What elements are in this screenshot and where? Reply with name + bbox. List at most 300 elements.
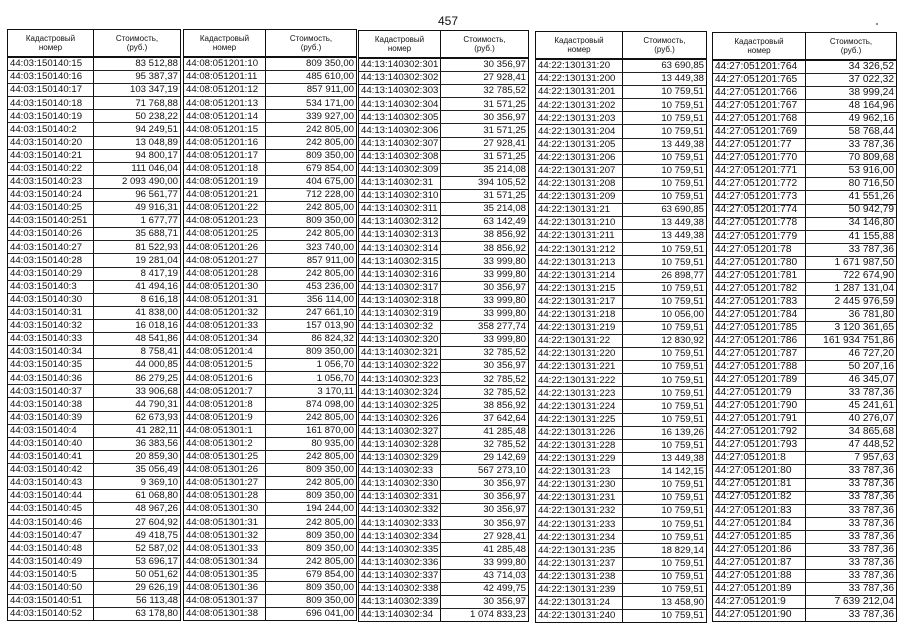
cadastral-number-cell: 44:03:150140:28 (8, 254, 94, 266)
cost-cell: 809 350,00 (305, 215, 354, 227)
cadastral-number-cell: 44:13:140302:315 (359, 255, 441, 267)
cost-cell: 30 356,97 (483, 504, 526, 516)
table-row (184, 110, 356, 123)
cost-cell: 31 571,25 (483, 124, 526, 136)
cost-cell: 10 759,51 (661, 439, 704, 451)
table-header (8, 30, 180, 58)
cadastral-number-cell: 44:03:150140:45 (8, 503, 94, 515)
table-row (359, 111, 528, 124)
table-row (536, 165, 706, 178)
table-row (713, 400, 896, 413)
cadastral-number-cell: 44:13:140302:34 (359, 609, 441, 621)
header-line: Кадастровый (554, 35, 604, 45)
cost-cell: 58 768,44 (848, 126, 894, 138)
table-row (713, 557, 896, 570)
table-row (536, 387, 706, 400)
table-row (713, 583, 896, 596)
cadastral-number-cell: 44:13:140302:332 (359, 504, 441, 516)
cadastral-number-cell: 44:03:150140:24 (8, 189, 94, 201)
cost-cell: 40 276,07 (848, 413, 894, 425)
table-row (713, 296, 896, 309)
table-row (184, 137, 356, 150)
cost-cell: 41 838,00 (135, 307, 178, 319)
cadastral-number-cell: 44:03:150140:3 (8, 281, 94, 293)
table-row (359, 570, 528, 583)
cost-cell: 242 805,00 (305, 516, 354, 528)
table-row (536, 335, 706, 348)
table-row (8, 294, 180, 307)
cadastral-number-cell: 44:13:140302:312 (359, 216, 441, 228)
cadastral-number-cell: 44:22:130131:215 (536, 283, 623, 295)
table-row (359, 360, 528, 373)
cost-cell: 16 018,16 (135, 320, 178, 332)
table-row (8, 58, 180, 71)
cost-cell: 33 906,68 (135, 385, 178, 397)
cadastral-number-cell: 44:13:140302:325 (359, 399, 441, 411)
table-row (713, 309, 896, 322)
cadastral-number-cell: 44:08:051201:21 (184, 189, 266, 201)
table-row (359, 504, 528, 517)
cadastral-number-cell: 44:27:051201:83 (713, 505, 806, 517)
table-header (359, 31, 528, 59)
cadastral-number-cell: 44:27:051201:769 (713, 126, 806, 138)
table-row (713, 191, 896, 204)
table-row (713, 596, 896, 609)
cost-cell: 809 350,00 (305, 346, 354, 358)
cadastral-number-cell: 44:13:140302:331 (359, 491, 441, 503)
cost-cell: 37 022,32 (848, 74, 894, 85)
table-row (713, 544, 896, 557)
cost-cell: 31 571,25 (483, 98, 526, 110)
cost-cell: 10 759,51 (661, 125, 704, 137)
cost-cell: 13 449,38 (661, 453, 704, 465)
table-row (536, 544, 706, 557)
cadastral-number-cell: 44:13:140302:304 (359, 98, 441, 110)
cost-cell: 10 759,51 (661, 361, 704, 373)
cadastral-number-cell: 44:27:051201:768 (713, 113, 806, 125)
table-row (184, 123, 356, 136)
table-row (536, 178, 706, 191)
cost-cell: 809 350,00 (305, 58, 354, 70)
cost-cell: 10 759,51 (661, 387, 704, 399)
table-row (8, 529, 180, 542)
cost-cell: 32 785,52 (483, 347, 526, 359)
cadastral-number-cell: 44:08:051301:38 (184, 608, 266, 620)
cost-cell: 33 787,36 (848, 465, 894, 477)
cost-cell: 50 051,62 (135, 568, 178, 580)
cadastral-number-cell: 44:08:051201:17 (184, 150, 266, 162)
cadastral-number-cell: 44:27:051201:771 (713, 165, 806, 177)
cost-cell: 38 999,24 (848, 87, 894, 99)
cadastral-number-cell: 44:27:051201:9 (713, 596, 806, 608)
header-line: (руб.) (126, 43, 148, 52)
table-row (536, 139, 706, 152)
table-row (359, 557, 528, 570)
cost-cell: 10 759,51 (661, 400, 704, 412)
cost-cell: 8 758,41 (140, 346, 178, 358)
cadastral-number-cell: 44:03:150140:29 (8, 268, 94, 280)
table-row (536, 348, 706, 361)
header-cadastral-number (8, 30, 94, 56)
cost-cell: 10 759,51 (661, 295, 704, 307)
table-row (359, 530, 528, 543)
table-row (713, 374, 896, 387)
cadastral-number-cell: 44:27:051201:790 (713, 400, 806, 412)
cadastral-number-cell: 44:13:140302:31 (359, 177, 441, 189)
header-line: Стоимость, (115, 33, 159, 43)
cadastral-number-cell: 44:08:051201:31 (184, 294, 266, 306)
cadastral-number-cell: 44:03:150140:33 (8, 333, 94, 345)
cost-cell: 8 616,18 (140, 293, 178, 305)
cadastral-number-cell: 44:13:140302:316 (359, 269, 441, 281)
table-row (184, 385, 356, 398)
cadastral-number-cell: 44:03:150140:34 (8, 346, 94, 358)
cadastral-number-cell: 44:03:150140:48 (8, 542, 94, 554)
cost-cell: 27 928,41 (483, 530, 526, 542)
cost-cell: 35 056,49 (135, 464, 178, 476)
table-row (359, 177, 528, 190)
table-row (8, 307, 180, 320)
cadastral-number-cell: 44:03:150140:37 (8, 385, 94, 397)
cost-cell: 453 236,00 (305, 280, 354, 292)
table-row (184, 595, 356, 608)
cadastral-number-cell: 44:03:150140:31 (8, 307, 94, 319)
cadastral-number-cell: 44:03:150140:51 (8, 595, 94, 607)
cadastral-number-cell: 44:27:051201:79 (713, 387, 806, 399)
table-row (359, 98, 528, 111)
cadastral-number-cell: 44:27:051201:770 (713, 152, 806, 164)
table-row (359, 164, 528, 177)
cadastral-number-cell: 44:27:051201:81 (713, 479, 806, 491)
table-row (359, 124, 528, 137)
cadastral-number-cell: 44:22:130131:20 (536, 60, 623, 72)
cadastral-number-cell: 44:03:150140:23 (8, 176, 94, 188)
cost-cell: 809 350,00 (305, 595, 354, 607)
cost-cell: 33 787,36 (848, 478, 894, 490)
cost-cell: 1 671 987,50 (834, 256, 894, 268)
cadastral-number-cell: 44:22:130131:217 (536, 296, 623, 308)
cadastral-number-cell: 44:08:051201:27 (184, 254, 266, 266)
table-row (536, 505, 706, 518)
cadastral-number-cell: 44:03:150140:20 (8, 137, 94, 149)
cost-cell: 94 249,51 (135, 123, 178, 135)
cost-cell: 48 164,96 (848, 100, 894, 112)
cost-cell: 27 604,92 (135, 516, 178, 528)
table-row (536, 531, 706, 544)
table-row (713, 518, 896, 531)
table-row (713, 165, 896, 178)
cost-cell: 242 805,00 (305, 451, 354, 463)
cost-cell: 41 155,88 (848, 230, 894, 242)
table-row (713, 413, 896, 426)
cost-cell: 36 781,80 (848, 308, 894, 320)
cost-cell: 71 768,88 (135, 97, 178, 109)
cadastral-number-cell: 44:13:140302:333 (359, 517, 441, 529)
cost-cell: 857 911,00 (306, 84, 354, 96)
table-row (184, 542, 356, 555)
table-row (184, 71, 356, 84)
table-row (713, 387, 896, 400)
cost-cell: 194 244,00 (305, 503, 354, 515)
table-row (8, 608, 180, 620)
cost-cell: 809 350,00 (305, 542, 354, 554)
cost-cell: 161 934 751,86 (823, 334, 894, 346)
cost-cell: 242 805,00 (305, 411, 354, 423)
table-row (536, 60, 706, 73)
cadastral-number-cell: 44:27:051201:86 (713, 544, 806, 556)
header-line: (руб.) (474, 44, 495, 53)
cost-cell: 358 277,74 (477, 321, 526, 333)
cost-cell: 33 999,80 (483, 308, 526, 320)
cadastral-number-cell: 44:08:051201:16 (184, 137, 266, 149)
cadastral-cost-table-2 (183, 29, 357, 621)
cadastral-number-cell: 44:08:051201:34 (184, 333, 266, 345)
table-row (359, 609, 528, 621)
cadastral-cost-table-1 (7, 29, 181, 621)
cadastral-number-cell: 44:03:150140:47 (8, 529, 94, 541)
table-row (184, 58, 356, 71)
table-row (184, 412, 356, 425)
cadastral-number-cell: 44:22:130131:224 (536, 400, 623, 412)
cadastral-number-cell: 44:03:150140:21 (8, 150, 94, 162)
cadastral-number-cell: 44:27:051201:779 (713, 231, 806, 243)
table-row (8, 189, 180, 202)
cadastral-number-cell: 44:08:051301:35 (184, 569, 266, 581)
cadastral-number-cell: 44:27:051201:781 (713, 270, 806, 282)
header-cadastral-number (359, 31, 441, 57)
cost-cell: 53 916,00 (848, 165, 894, 177)
cost-cell: 247 661,10 (305, 307, 354, 319)
cost-cell: 7 957,63 (854, 452, 894, 464)
cost-cell: 10 759,51 (661, 570, 704, 582)
cost-cell: 34 865,68 (848, 426, 894, 438)
header-line: номер (567, 45, 591, 54)
table-row (8, 268, 180, 281)
cost-cell: 13 449,38 (661, 230, 704, 242)
table-row (184, 294, 356, 307)
cost-cell: 485 610,00 (305, 71, 354, 83)
cost-cell: 83 512,88 (135, 58, 178, 70)
table-row (536, 73, 706, 86)
cadastral-number-cell: 44:03:150140:16 (8, 71, 94, 83)
table-row (713, 609, 896, 621)
cadastral-number-cell: 44:13:140302:318 (359, 295, 441, 307)
table-header (184, 30, 356, 58)
cost-cell: 1 074 833,23 (469, 609, 526, 621)
cost-cell: 30 356,97 (483, 111, 526, 123)
table-row (359, 190, 528, 203)
cadastral-number-cell: 44:13:140302:303 (359, 85, 441, 97)
table-row (713, 126, 896, 139)
cadastral-number-cell: 44:13:140302:313 (359, 229, 441, 241)
cost-cell: 2 445 976,59 (834, 295, 894, 307)
cadastral-number-cell: 44:13:140302:305 (359, 111, 441, 123)
cadastral-number-cell: 44:22:130131:21 (536, 204, 623, 216)
cadastral-number-cell: 44:03:150140:22 (8, 163, 94, 175)
header-line: Кадастровый (374, 34, 425, 44)
cost-cell: 161 870,00 (305, 424, 354, 436)
cost-cell: 49 962,16 (848, 113, 894, 125)
cadastral-number-cell: 44:08:051201:33 (184, 320, 266, 332)
cost-cell: 44 000,85 (135, 359, 178, 371)
cost-cell: 242 805,00 (305, 228, 354, 240)
cost-cell: 19 281,04 (135, 254, 178, 266)
cadastral-number-cell: 44:08:051301:32 (184, 529, 266, 541)
cadastral-number-cell: 44:08:051301:30 (184, 503, 266, 515)
cost-cell: 111 046,04 (131, 163, 178, 174)
table-row (184, 556, 356, 569)
cadastral-number-cell: 44:13:140302:317 (359, 282, 441, 294)
cadastral-number-cell: 44:13:140302:320 (359, 334, 441, 346)
cadastral-number-cell: 44:22:130131:233 (536, 518, 623, 530)
cadastral-number-cell: 44:22:130131:238 (536, 571, 623, 583)
cost-cell: 49 916,31 (135, 202, 178, 214)
table-row (713, 531, 896, 544)
table-row (359, 151, 528, 164)
table-row (713, 283, 896, 296)
cadastral-number-cell: 44:27:051201:82 (713, 492, 806, 504)
cost-cell: 50 942,79 (848, 204, 894, 216)
cost-cell: 62 673,93 (135, 411, 178, 423)
table-row (8, 254, 180, 267)
cost-cell: 696 041,00 (305, 608, 354, 620)
cadastral-number-cell: 44:22:130131:239 (536, 584, 623, 596)
cost-cell: 10 759,51 (661, 518, 704, 530)
table-row (359, 72, 528, 85)
cost-cell: 32 785,52 (483, 85, 526, 97)
cost-cell: 36 383,56 (135, 437, 178, 449)
cadastral-number-cell: 44:22:130131:230 (536, 479, 623, 491)
cost-cell: 857 911,00 (306, 254, 354, 266)
cadastral-number-cell: 44:27:051201:778 (713, 218, 806, 230)
cost-cell: 33 787,36 (848, 608, 894, 620)
table-row (8, 97, 180, 110)
table-row (359, 386, 528, 399)
table-row (184, 176, 356, 189)
table-row (359, 399, 528, 412)
cadastral-number-cell: 44:03:150140:52 (8, 608, 94, 620)
cost-cell: 242 805,00 (305, 267, 354, 279)
cost-cell: 10 759,51 (661, 479, 704, 491)
cost-cell: 45 241,61 (848, 400, 894, 412)
cadastral-number-cell: 44:27:051201:783 (713, 296, 806, 308)
cadastral-number-cell: 44:08:051201:9 (184, 412, 266, 424)
cadastral-number-cell: 44:13:140302:338 (359, 583, 441, 595)
cost-cell: 49 418,75 (135, 529, 178, 541)
table-row (8, 385, 180, 398)
cadastral-number-cell: 44:08:051301:26 (184, 464, 266, 476)
cost-cell: 33 999,80 (483, 294, 526, 306)
cadastral-number-cell: 44:22:130131:23 (536, 466, 623, 478)
table-row (8, 333, 180, 346)
header-line: Кадастровый (199, 33, 250, 43)
cadastral-number-cell: 44:22:130131:231 (536, 492, 623, 504)
table-row (8, 123, 180, 136)
cost-cell: 404 675,00 (305, 176, 354, 188)
cost-cell: 10 759,51 (661, 322, 704, 334)
cost-cell: 13 449,38 (661, 73, 704, 85)
cadastral-number-cell: 44:08:051201:18 (184, 163, 266, 175)
cadastral-number-cell: 44:22:130131:213 (536, 256, 623, 268)
cost-cell: 34 326,52 (848, 61, 894, 72)
cost-cell: 1 677,77 (140, 215, 178, 227)
table-row (536, 204, 706, 217)
cadastral-number-cell: 44:08:051301:37 (184, 595, 266, 607)
table-row (536, 479, 706, 492)
cost-cell: 242 805,00 (305, 202, 354, 214)
cost-cell: 96 561,77 (135, 189, 178, 201)
cost-cell: 35 688,71 (135, 228, 178, 240)
cost-cell: 38 856,92 (483, 242, 526, 254)
cost-cell: 7 639 212,04 (834, 595, 894, 607)
cadastral-number-cell: 44:08:051301:27 (184, 477, 266, 489)
table-row (8, 372, 180, 385)
cadastral-number-cell: 44:27:051201:767 (713, 100, 806, 112)
cost-cell: 46 727,20 (848, 348, 894, 359)
table-row (536, 558, 706, 571)
table-row (8, 71, 180, 84)
cost-cell: 32 785,52 (483, 438, 526, 450)
header-cost (94, 30, 180, 56)
cadastral-number-cell: 44:22:130131:209 (536, 191, 623, 203)
cadastral-number-cell: 44:03:150140:32 (8, 320, 94, 332)
cost-cell: 33 999,80 (483, 255, 526, 267)
cost-cell: 722 674,90 (843, 269, 894, 281)
header-cost (806, 33, 896, 59)
cost-cell: 323 740,00 (305, 241, 354, 253)
cadastral-number-cell: 44:13:140302:328 (359, 439, 441, 451)
table-row (184, 320, 356, 333)
cadastral-number-cell: 44:08:051301:36 (184, 582, 266, 594)
table-row (359, 583, 528, 596)
table-row (713, 87, 896, 100)
cadastral-number-cell: 44:22:130131:212 (536, 243, 623, 255)
cadastral-number-cell: 44:08:051301:33 (184, 542, 266, 554)
table-row (536, 309, 706, 322)
cost-cell: 56 113,48 (136, 595, 178, 607)
cadastral-number-cell: 44:13:140302:336 (359, 557, 441, 569)
cadastral-number-cell: 44:22:130131:203 (536, 112, 623, 124)
table-row (8, 582, 180, 595)
table-row (536, 270, 706, 283)
cost-cell: 1 056,70 (316, 372, 354, 384)
table-row (713, 426, 896, 439)
table-row (536, 492, 706, 505)
cadastral-number-cell: 44:27:051201:780 (713, 257, 806, 269)
cadastral-number-cell: 44:08:051201:4 (184, 346, 266, 358)
table-row (536, 256, 706, 269)
table-row (184, 529, 356, 542)
cadastral-number-cell: 44:22:130131:201 (536, 86, 623, 98)
cadastral-number-cell: 44:13:140302:337 (359, 570, 441, 582)
cadastral-number-cell: 44:27:051201:8 (713, 452, 806, 464)
cadastral-number-cell: 44:27:051201:791 (713, 413, 806, 425)
cadastral-number-cell: 44:22:130131:240 (536, 610, 623, 622)
cadastral-number-cell: 44:22:130131:218 (536, 309, 623, 321)
table-row (8, 359, 180, 372)
table-row (359, 269, 528, 282)
table-row (536, 125, 706, 138)
cost-cell: 712 228,00 (305, 189, 354, 201)
table-row (713, 452, 896, 465)
table-row (8, 412, 180, 425)
cadastral-number-cell: 44:22:130131:205 (536, 139, 623, 151)
header-cost (441, 31, 528, 57)
table-row (184, 477, 356, 490)
table-row (184, 582, 356, 595)
table-row (184, 333, 356, 346)
cost-cell: 16 139,26 (661, 426, 704, 438)
